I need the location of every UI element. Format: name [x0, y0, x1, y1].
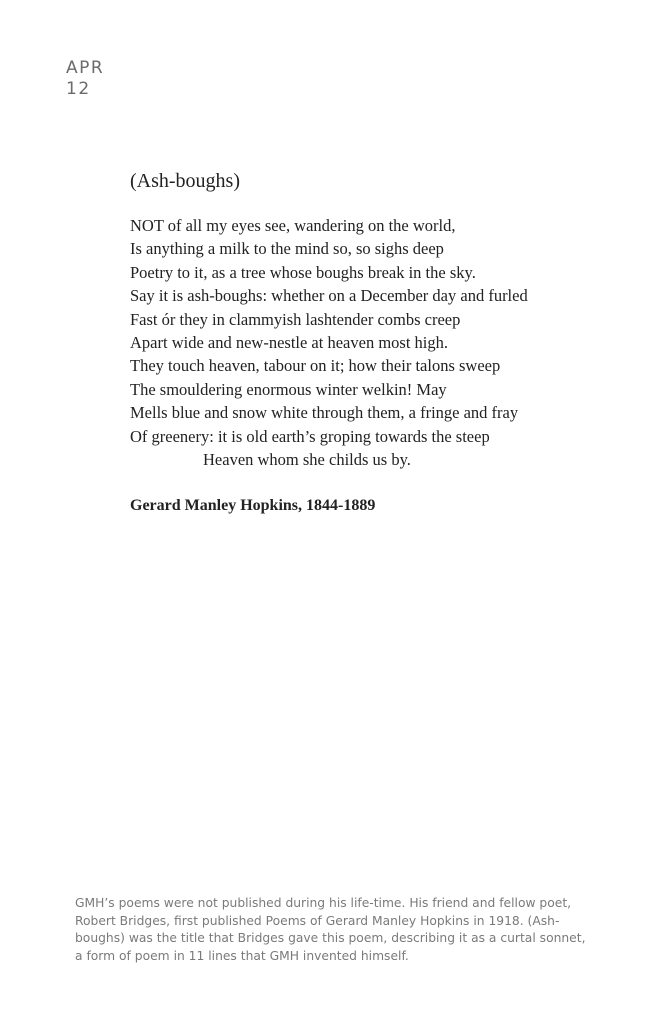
poem-line: Is anything a milk to the mind so, so sighs deep [130, 239, 444, 259]
date-month: APR [66, 58, 105, 78]
poem-line: Mells blue and snow white through them, a fringe and fray [130, 403, 519, 423]
poem-line: Heaven whom she childs us by. [203, 450, 411, 470]
date-stamp [66, 58, 104, 100]
poem-line: NOT of all my eyes see, wandering on the world, [130, 216, 456, 235]
poem-body [130, 214, 600, 471]
poem [130, 168, 600, 517]
poem-line: Say it is ash-boughs: whether on a December day and furled [130, 286, 528, 306]
poem-line: The smouldering enormous winter welkin! May [130, 379, 447, 399]
poem-line: Fast ór they in clammyish lashtender combs creep [130, 309, 461, 329]
poem-line: Poetry to it, as a tree whose boughs break in the sky. [130, 262, 476, 282]
poem-line: Apart wide and new-nestle at heaven most high. [130, 333, 448, 353]
date-day: 12 [66, 79, 91, 99]
poem-line: They touch heaven, tabour on it; how their talons sweep [130, 356, 501, 376]
poem-line: Of greenery: it is old earth’s groping towards the steep [130, 426, 490, 446]
poem-author: Gerard Manley Hopkins, 1844-1889 [130, 497, 376, 515]
poem-title: (Ash-boughs) [130, 170, 240, 192]
footnote: GMH’s poems were not published during his life-time. His friend and fellow poet, Robert Bridges, first published Poems of Gerard Manley Hopkins in 1918. (Ash-boughs) was the title that Bridges gave this poem, describing it as a curtal sonnet, a form of poem in 11 lines that GMH invented himself. [75, 896, 586, 963]
